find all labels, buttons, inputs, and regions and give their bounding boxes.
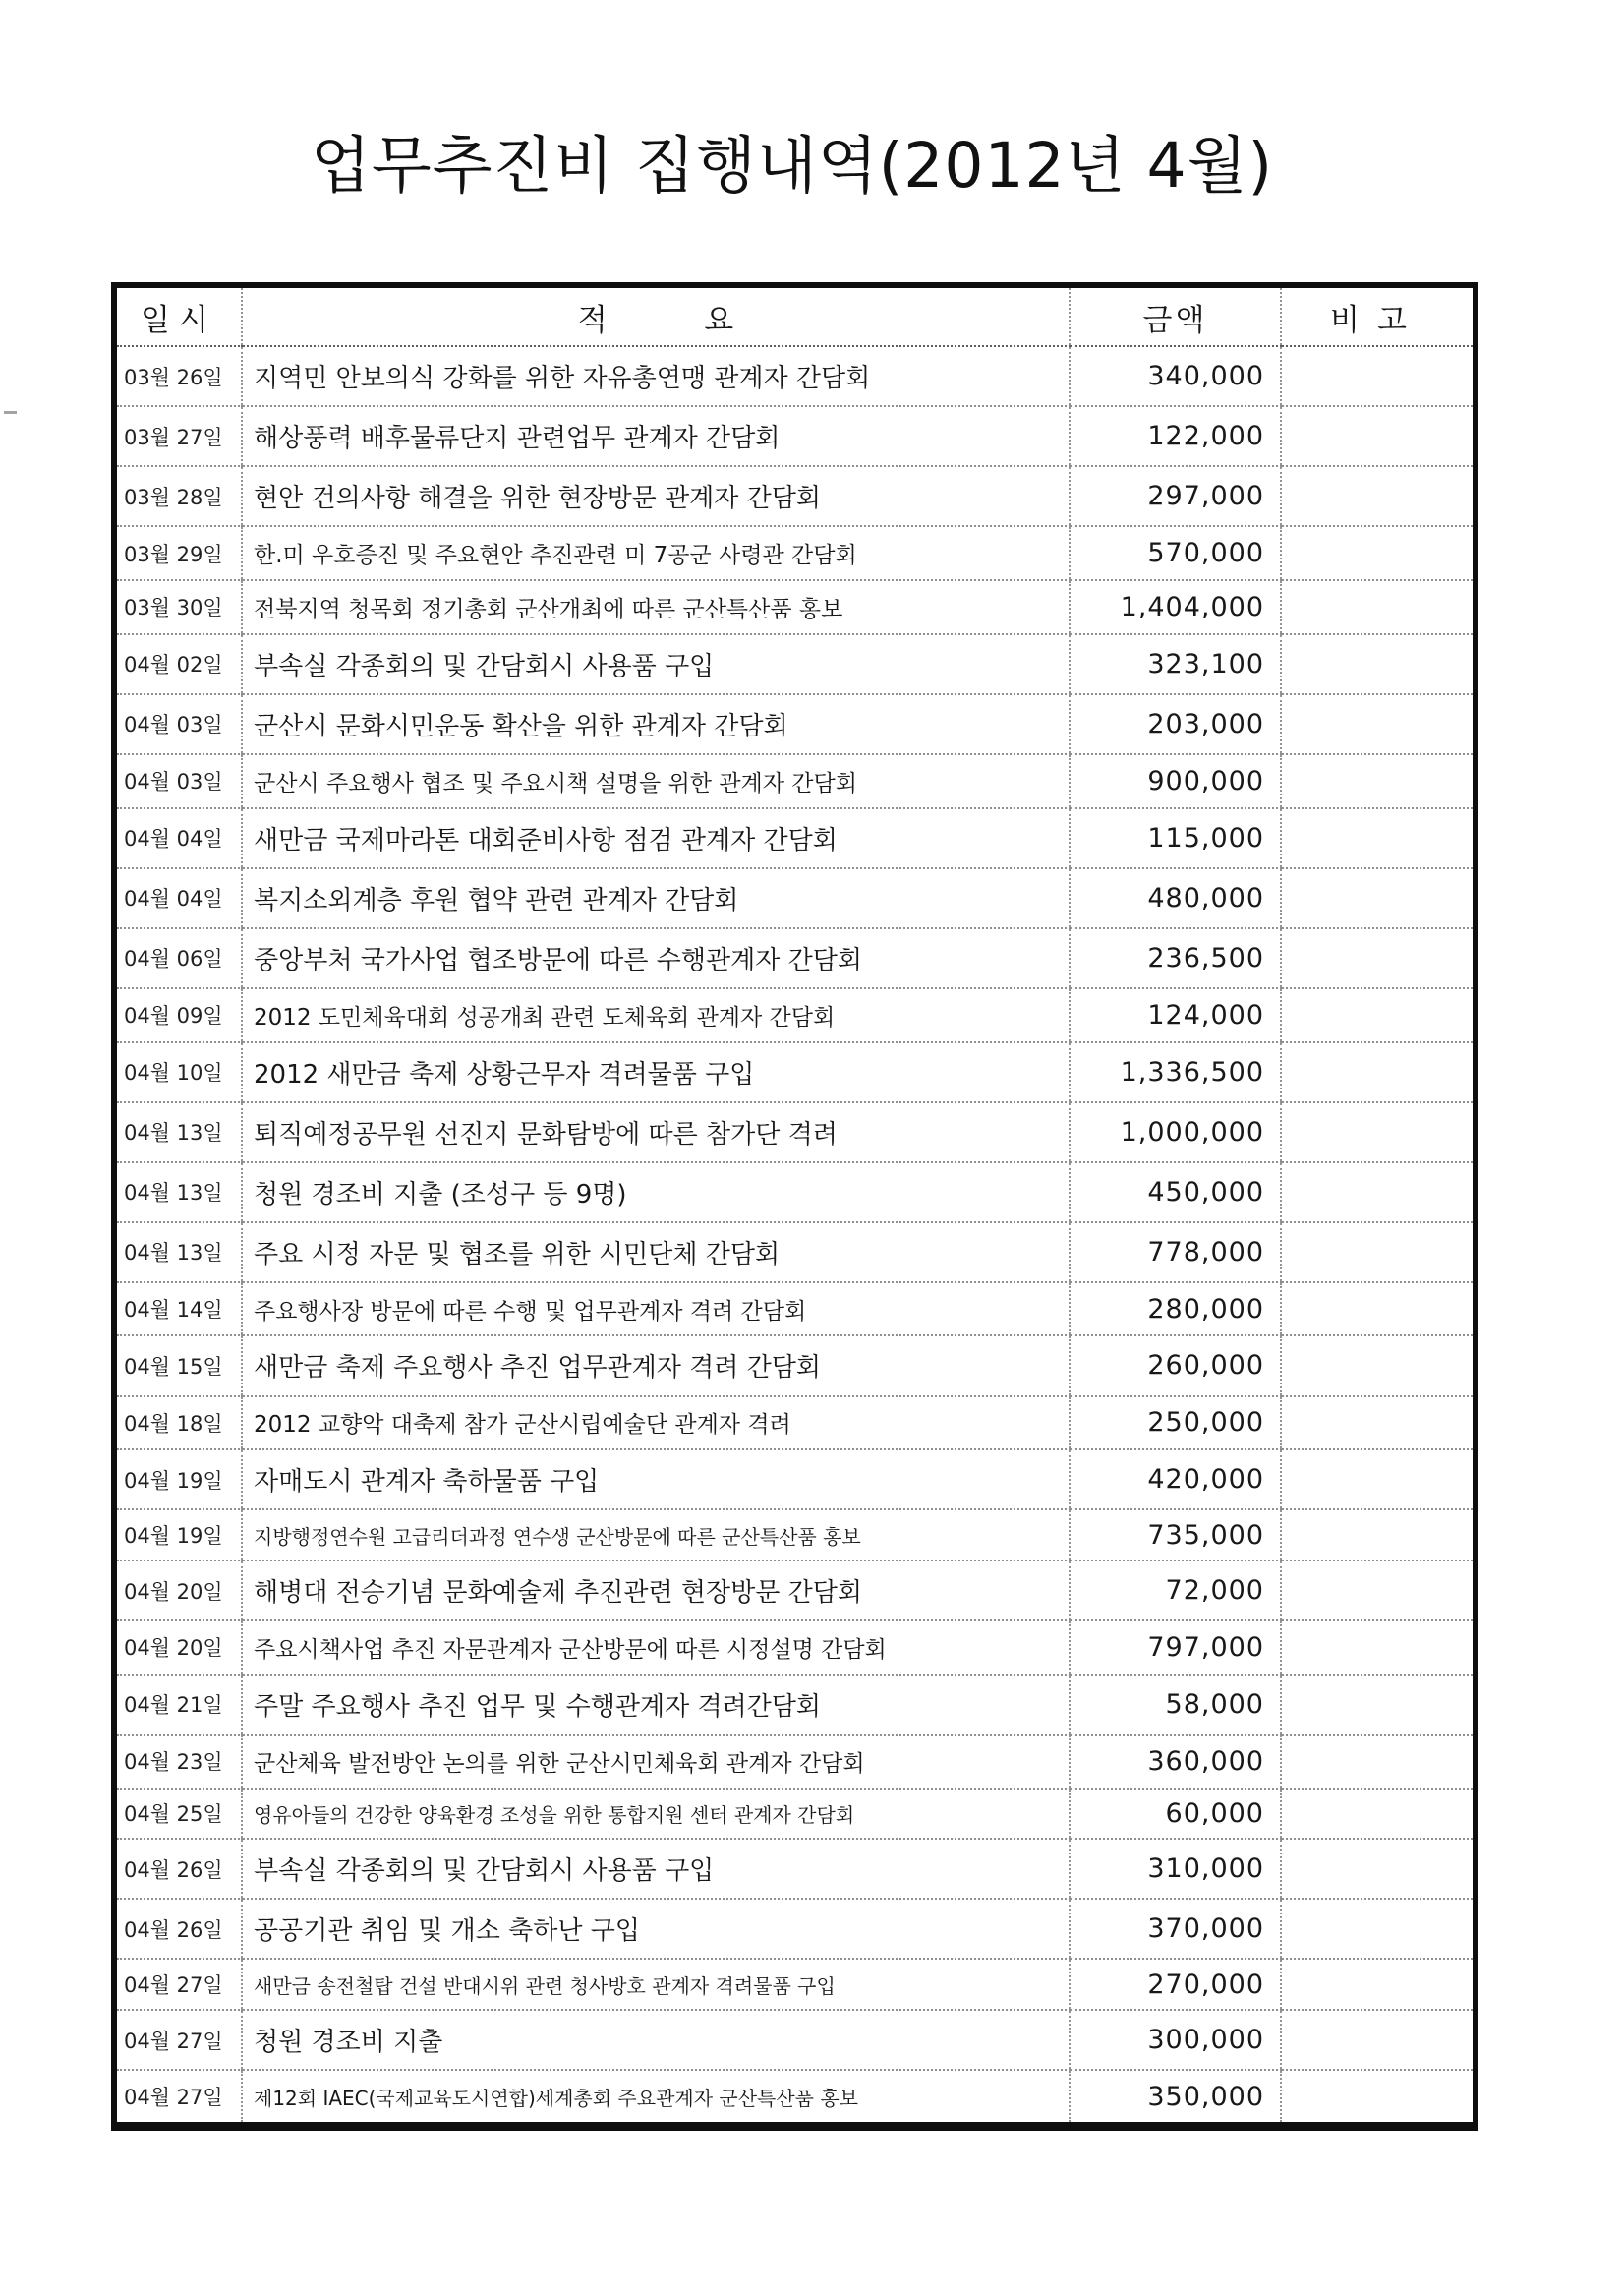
description-cell: 군산체육 발전방안 논의를 위한 군산시민체육회 관계자 간담회 bbox=[242, 1735, 1070, 1789]
note-cell bbox=[1281, 1162, 1476, 1222]
description-cell: 공공기관 취임 및 개소 축하난 구입 bbox=[242, 1899, 1070, 1959]
table-row bbox=[114, 1620, 1476, 1675]
table-row bbox=[114, 1789, 1476, 1840]
description-cell: 전북지역 청목회 정기총회 군산개최에 따른 군산특산품 홍보 bbox=[242, 580, 1070, 634]
table-row bbox=[114, 1042, 1476, 1102]
table-row bbox=[114, 1560, 1476, 1620]
table-row bbox=[114, 1959, 1476, 2010]
description-cell: 해병대 전승기념 문화예술제 추진관련 현장방문 간담회 bbox=[242, 1560, 1070, 1620]
description-cell: 2012 새만금 축제 상황근무자 격려물품 구입 bbox=[242, 1042, 1070, 1102]
note-cell bbox=[1281, 2070, 1476, 2126]
amount-cell: 735,000 bbox=[1070, 1509, 1281, 1560]
table-row bbox=[114, 1102, 1476, 1162]
note-cell bbox=[1281, 1396, 1476, 1450]
amount-cell: 323,100 bbox=[1070, 634, 1281, 694]
date-cell: 04월 25일 bbox=[114, 1789, 242, 1840]
note-cell bbox=[1281, 1102, 1476, 1162]
table-row bbox=[114, 1899, 1476, 1959]
amount-cell: 270,000 bbox=[1070, 1959, 1281, 2010]
note-cell bbox=[1281, 2010, 1476, 2070]
table-row bbox=[114, 2010, 1476, 2070]
column-header-amount: 금액 bbox=[1070, 285, 1281, 346]
description-cell: 주말 주요행사 추진 업무 및 수행관계자 격려간담회 bbox=[242, 1675, 1070, 1735]
amount-cell: 797,000 bbox=[1070, 1620, 1281, 1675]
amount-cell: 370,000 bbox=[1070, 1899, 1281, 1959]
table-row bbox=[114, 988, 1476, 1042]
table-header-row bbox=[114, 285, 1476, 346]
note-cell bbox=[1281, 1899, 1476, 1959]
note-cell bbox=[1281, 1839, 1476, 1899]
amount-cell: 480,000 bbox=[1070, 868, 1281, 928]
note-cell bbox=[1281, 526, 1476, 580]
amount-cell: 1,404,000 bbox=[1070, 580, 1281, 634]
note-cell bbox=[1281, 1335, 1476, 1395]
date-cell: 03월 28일 bbox=[114, 466, 242, 526]
date-cell: 04월 15일 bbox=[114, 1335, 242, 1395]
amount-cell: 122,000 bbox=[1070, 406, 1281, 466]
note-cell bbox=[1281, 1675, 1476, 1735]
date-cell: 04월 26일 bbox=[114, 1899, 242, 1959]
date-cell: 04월 23일 bbox=[114, 1735, 242, 1789]
amount-cell: 250,000 bbox=[1070, 1396, 1281, 1450]
date-cell: 04월 09일 bbox=[114, 988, 242, 1042]
note-cell bbox=[1281, 1222, 1476, 1282]
table-row bbox=[114, 928, 1476, 988]
date-cell: 04월 13일 bbox=[114, 1102, 242, 1162]
table-row bbox=[114, 1162, 1476, 1222]
date-cell: 03월 27일 bbox=[114, 406, 242, 466]
description-cell: 해상풍력 배후물류단지 관련업무 관계자 간담회 bbox=[242, 406, 1070, 466]
description-cell: 자매도시 관계자 축하물품 구입 bbox=[242, 1449, 1070, 1509]
description-cell: 제12회 IAEC(국제교육도시연합)세계총회 주요관계자 군산특산품 홍보 bbox=[242, 2070, 1070, 2126]
description-cell: 새만금 축제 주요행사 추진 업무관계자 격려 간담회 bbox=[242, 1335, 1070, 1395]
amount-cell: 203,000 bbox=[1070, 694, 1281, 754]
table-row bbox=[114, 868, 1476, 928]
date-cell: 03월 26일 bbox=[114, 346, 242, 406]
date-cell: 04월 03일 bbox=[114, 754, 242, 808]
amount-cell: 420,000 bbox=[1070, 1449, 1281, 1509]
amount-cell: 260,000 bbox=[1070, 1335, 1281, 1395]
date-cell: 04월 02일 bbox=[114, 634, 242, 694]
description-cell: 군산시 문화시민운동 확산을 위한 관계자 간담회 bbox=[242, 694, 1070, 754]
amount-cell: 72,000 bbox=[1070, 1560, 1281, 1620]
table-row bbox=[114, 1735, 1476, 1789]
description-cell: 지방행정연수원 고급리더과정 연수생 군산방문에 따른 군산특산품 홍보 bbox=[242, 1509, 1070, 1560]
note-cell bbox=[1281, 754, 1476, 808]
description-cell: 주요 시정 자문 및 협조를 위한 시민단체 간담회 bbox=[242, 1222, 1070, 1282]
amount-cell: 300,000 bbox=[1070, 2010, 1281, 2070]
note-cell bbox=[1281, 346, 1476, 406]
page-title: 업무추진비 집행내역(2012년 4월) bbox=[310, 130, 1274, 202]
amount-cell: 1,336,500 bbox=[1070, 1042, 1281, 1102]
amount-cell: 115,000 bbox=[1070, 808, 1281, 868]
scan-artifact-mark bbox=[4, 411, 17, 414]
note-cell bbox=[1281, 988, 1476, 1042]
column-header-date: 일시 bbox=[114, 285, 242, 346]
expense-table bbox=[111, 282, 1478, 2131]
date-cell: 04월 21일 bbox=[114, 1675, 242, 1735]
date-cell: 04월 13일 bbox=[114, 1222, 242, 1282]
amount-cell: 350,000 bbox=[1070, 2070, 1281, 2126]
description-cell: 복지소외계층 후원 협약 관련 관계자 간담회 bbox=[242, 868, 1070, 928]
description-cell: 새만금 송전철탑 건설 반대시위 관련 청사방호 관계자 격려물품 구입 bbox=[242, 1959, 1070, 2010]
description-cell: 청원 경조비 지출 (조성구 등 9명) bbox=[242, 1162, 1070, 1222]
table-row bbox=[114, 2070, 1476, 2126]
date-cell: 04월 14일 bbox=[114, 1282, 242, 1336]
note-cell bbox=[1281, 1042, 1476, 1102]
date-cell: 04월 27일 bbox=[114, 2010, 242, 2070]
amount-cell: 570,000 bbox=[1070, 526, 1281, 580]
table-row bbox=[114, 808, 1476, 868]
amount-cell: 1,000,000 bbox=[1070, 1102, 1281, 1162]
description-cell: 부속실 각종회의 및 간담회시 사용품 구입 bbox=[242, 1839, 1070, 1899]
description-cell: 한.미 우호증진 및 주요현안 추진관련 미 7공군 사령관 간담회 bbox=[242, 526, 1070, 580]
amount-cell: 340,000 bbox=[1070, 346, 1281, 406]
description-cell: 청원 경조비 지출 bbox=[242, 2010, 1070, 2070]
date-cell: 04월 13일 bbox=[114, 1162, 242, 1222]
column-header-note: 비고 bbox=[1281, 285, 1476, 346]
note-cell bbox=[1281, 1959, 1476, 2010]
description-cell: 영유아들의 건강한 양육환경 조성을 위한 통합지원 센터 관계자 간담회 bbox=[242, 1789, 1070, 1840]
description-cell: 현안 건의사항 해결을 위한 현장방문 관계자 간담회 bbox=[242, 466, 1070, 526]
note-cell bbox=[1281, 1282, 1476, 1336]
table-row bbox=[114, 1335, 1476, 1395]
note-cell bbox=[1281, 1620, 1476, 1675]
date-cell: 04월 04일 bbox=[114, 868, 242, 928]
note-cell bbox=[1281, 634, 1476, 694]
amount-cell: 360,000 bbox=[1070, 1735, 1281, 1789]
note-cell bbox=[1281, 580, 1476, 634]
description-cell: 지역민 안보의식 강화를 위한 자유총연맹 관계자 간담회 bbox=[242, 346, 1070, 406]
table-row bbox=[114, 346, 1476, 406]
date-cell: 04월 27일 bbox=[124, 2086, 223, 2110]
date-cell: 04월 26일 bbox=[114, 1839, 242, 1899]
description-cell: 중앙부처 국가사업 협조방문에 따른 수행관계자 간담회 bbox=[242, 928, 1070, 988]
amount-cell: 778,000 bbox=[1070, 1222, 1281, 1282]
table-row bbox=[114, 1449, 1476, 1509]
table-row bbox=[114, 1509, 1476, 1560]
amount-cell: 280,000 bbox=[1070, 1282, 1281, 1336]
column-header-description: 적 요 bbox=[242, 285, 1070, 346]
note-cell bbox=[1281, 1789, 1476, 1840]
date-cell: 04월 04일 bbox=[114, 808, 242, 868]
description-cell: 부속실 각종회의 및 간담회시 사용품 구입 bbox=[242, 634, 1070, 694]
table-body bbox=[114, 346, 1476, 2127]
date-cell: 03월 29일 bbox=[114, 526, 242, 580]
description-cell: 2012 도민체육대회 성공개최 관련 도체육회 관계자 간담회 bbox=[242, 988, 1070, 1042]
date-cell: 04월 06일 bbox=[114, 928, 242, 988]
date-cell: 04월 20일 bbox=[114, 1560, 242, 1620]
table-row bbox=[114, 634, 1476, 694]
note-cell bbox=[1281, 808, 1476, 868]
date-cell: 04월 19일 bbox=[114, 1509, 242, 1560]
description-cell: 주요행사장 방문에 따른 수행 및 업무관계자 격려 간담회 bbox=[242, 1282, 1070, 1336]
description-cell: 군산시 주요행사 협조 및 주요시책 설명을 위한 관계자 간담회 bbox=[242, 754, 1070, 808]
description-cell: 퇴직예정공무원 선진지 문화탐방에 따른 참가단 격려 bbox=[242, 1102, 1070, 1162]
amount-cell: 900,000 bbox=[1070, 754, 1281, 808]
table-row bbox=[114, 466, 1476, 526]
amount-cell: 60,000 bbox=[1070, 1789, 1281, 1840]
description-cell: 2012 교향악 대축제 참가 군산시립예술단 관계자 격려 bbox=[242, 1396, 1070, 1450]
date-cell: 04월 10일 bbox=[114, 1042, 242, 1102]
description-cell: 주요시책사업 추진 자문관계자 군산방문에 따른 시정설명 간담회 bbox=[242, 1620, 1070, 1675]
note-cell bbox=[1281, 1560, 1476, 1620]
note-cell bbox=[1281, 1449, 1476, 1509]
amount-cell: 124,000 bbox=[1070, 988, 1281, 1042]
note-cell bbox=[1281, 1509, 1476, 1560]
table-row bbox=[114, 580, 1476, 634]
date-cell: 04월 27일 bbox=[114, 1959, 242, 2010]
note-cell bbox=[1281, 868, 1476, 928]
table-row bbox=[114, 1222, 1476, 1282]
date-cell: 04월 03일 bbox=[114, 694, 242, 754]
date-cell: 03월 30일 bbox=[114, 580, 242, 634]
note-cell bbox=[1281, 694, 1476, 754]
table-row bbox=[114, 1675, 1476, 1735]
amount-cell: 310,000 bbox=[1070, 1839, 1281, 1899]
table-row bbox=[114, 1396, 1476, 1450]
amount-cell: 450,000 bbox=[1070, 1162, 1281, 1222]
table-row bbox=[114, 754, 1476, 808]
table-row bbox=[114, 1839, 1476, 1899]
date-cell: 04월 20일 bbox=[114, 1620, 242, 1675]
date-cell: 04월 19일 bbox=[114, 1449, 242, 1509]
table-row bbox=[114, 694, 1476, 754]
amount-cell: 236,500 bbox=[1070, 928, 1281, 988]
date-cell: 04월 18일 bbox=[114, 1396, 242, 1450]
description-cell: 새만금 국제마라톤 대회준비사항 점검 관계자 간담회 bbox=[242, 808, 1070, 868]
note-cell bbox=[1281, 466, 1476, 526]
amount-cell: 297,000 bbox=[1070, 466, 1281, 526]
note-cell bbox=[1281, 928, 1476, 988]
amount-cell: 58,000 bbox=[1070, 1675, 1281, 1735]
note-cell bbox=[1281, 406, 1476, 466]
table-row bbox=[114, 406, 1476, 466]
note-cell bbox=[1281, 1735, 1476, 1789]
table-row bbox=[114, 526, 1476, 580]
table-row bbox=[114, 1282, 1476, 1336]
